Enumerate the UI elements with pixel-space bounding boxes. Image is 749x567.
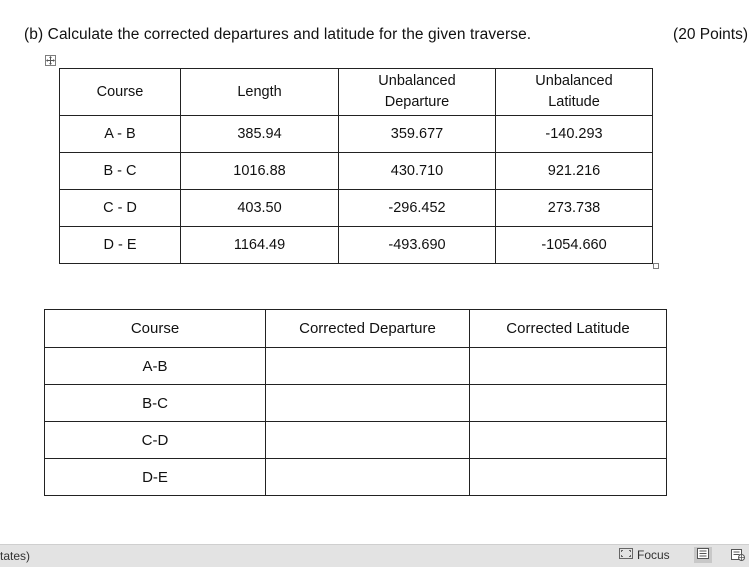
cell-unbalanced-departure[interactable]: 359.677 [339,116,496,153]
cell-course[interactable]: A - B [60,116,181,153]
points-label: (20 Points) [673,26,748,43]
header-corrected-latitude[interactable]: Corrected Latitude [470,310,667,348]
cell-course[interactable]: A-B [45,348,266,385]
cell-course[interactable]: D-E [45,459,266,496]
header-unbalanced-departure-text: Unbalanced Departure [378,73,456,110]
table-row [60,153,653,190]
table-row [45,348,667,385]
table-row [45,459,667,496]
cell-unbalanced-latitude[interactable]: -140.293 [496,116,653,153]
question-text: (b) Calculate the corrected departures and latitude for the given traverse. [24,26,532,43]
cell-corrected-departure[interactable] [266,459,470,496]
cell-length[interactable]: 1016.88 [181,153,339,190]
header-course[interactable]: Course [60,69,181,116]
header-unbalanced-latitude[interactable] [496,69,653,116]
table-header-row [60,69,653,116]
web-layout-icon [731,549,745,564]
cell-course[interactable]: D - E [60,227,181,264]
header-length[interactable]: Length [181,69,339,116]
table-row [45,422,667,459]
cell-corrected-departure[interactable] [266,422,470,459]
focus-button[interactable] [619,548,670,562]
web-layout-button[interactable] [729,548,747,564]
status-bar [0,544,749,567]
corrected-traverse-table [44,309,667,496]
cell-length[interactable]: 1164.49 [181,227,339,264]
header-unbalanced-departure[interactable] [339,69,496,116]
print-layout-icon [697,548,709,562]
cell-unbalanced-latitude[interactable]: 273.738 [496,190,653,227]
header-course[interactable]: Course [45,310,266,348]
header-unbalanced-latitude-text: Unbalanced Latitude [535,73,613,110]
table-row [60,227,653,264]
table-row [60,190,653,227]
focus-label: Focus [637,548,670,562]
table-header-row [45,310,667,348]
cell-unbalanced-latitude[interactable]: -1054.660 [496,227,653,264]
cell-corrected-departure[interactable] [266,348,470,385]
cell-course[interactable]: B-C [45,385,266,422]
cell-corrected-latitude[interactable] [470,348,667,385]
cell-course[interactable]: C - D [60,190,181,227]
cell-length[interactable]: 403.50 [181,190,339,227]
cell-corrected-latitude[interactable] [470,422,667,459]
cell-corrected-latitude[interactable] [470,459,667,496]
unbalanced-traverse-table [59,68,653,264]
table-row [60,116,653,153]
cell-corrected-latitude[interactable] [470,385,667,422]
cell-course[interactable]: B - C [60,153,181,190]
status-bar-text: tates) [0,549,31,563]
cell-unbalanced-departure[interactable]: -296.452 [339,190,496,227]
cell-course[interactable]: C-D [45,422,266,459]
cell-unbalanced-departure[interactable]: -493.690 [339,227,496,264]
cell-corrected-departure[interactable] [266,385,470,422]
header-corrected-departure[interactable]: Corrected Departure [266,310,470,348]
cell-unbalanced-departure[interactable]: 430.710 [339,153,496,190]
table-move-handle-icon[interactable] [45,55,56,66]
table-row [45,385,667,422]
table-resize-handle[interactable] [653,263,659,269]
cell-length[interactable]: 385.94 [181,116,339,153]
cell-unbalanced-latitude[interactable]: 921.216 [496,153,653,190]
focus-icon [619,548,633,562]
print-layout-button[interactable] [694,547,712,563]
